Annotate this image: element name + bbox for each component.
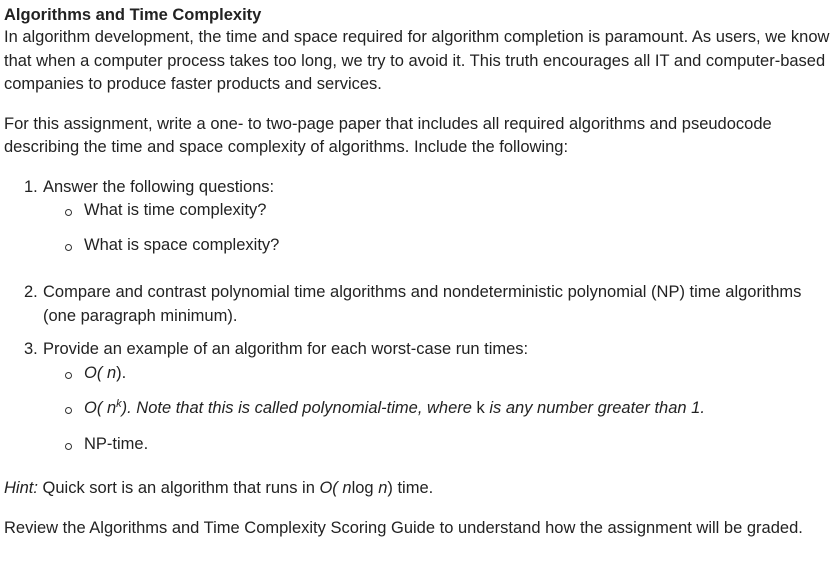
page-title: Algorithms and Time Complexity xyxy=(4,6,262,24)
variable-n: n xyxy=(342,479,352,497)
question-text: What is time complexity? xyxy=(84,201,267,219)
task-number: 1. xyxy=(24,177,38,196)
assignment-paragraph: For this assignment, write a one- to two-page paper that includes all required algorithms and pseudocode describing the time and space complexity of algorithms. Include the following: xyxy=(4,114,772,156)
polynomial-note: ). Note that this is called polynomial-time, where xyxy=(121,399,477,417)
np-time-text: NP-time. xyxy=(84,434,149,453)
task-text: Compare and contrast polynomial time algorithms and nondeterministic polynomial (NP) time algorithms (one paragraph minimum). xyxy=(43,283,802,325)
task-number: 2. xyxy=(24,283,38,301)
intro-paragraph: In algorithm development, the time and space required for algorithm completion is paramount. As users, we know that when a computer process takes too long, we try to avoid it. This truth encourages all IT and computer-based companies to produce faster products and services. xyxy=(4,28,830,93)
runtime-close: ). xyxy=(116,363,127,382)
runtime-item xyxy=(43,397,832,421)
big-o-symbol: O( xyxy=(84,399,103,417)
exponent-k: k xyxy=(116,398,122,410)
question-item xyxy=(43,199,832,223)
runtime-item xyxy=(43,362,832,386)
question-text: What is space complexity? xyxy=(84,235,280,254)
variable-n: n xyxy=(106,363,117,382)
task-text: Provide an example of an algorithm for each worst-case run times: xyxy=(43,340,529,358)
hint-text: Quick sort is an algorithm that runs in xyxy=(37,479,320,497)
hint-paragraph xyxy=(4,477,832,501)
question-list xyxy=(43,199,832,257)
task-item-1 xyxy=(4,176,832,258)
big-o-symbol: O( xyxy=(84,363,103,382)
hint-end: ) time. xyxy=(387,479,434,497)
variable-n: n xyxy=(378,479,388,497)
task-list xyxy=(4,176,832,457)
log-text: log xyxy=(351,479,379,497)
assignment-document xyxy=(4,4,832,540)
circle-bullet-icon xyxy=(65,443,72,450)
hint-label: Hint: xyxy=(4,479,38,497)
circle-bullet-icon xyxy=(65,407,72,414)
variable-k: k xyxy=(476,399,485,417)
question-item xyxy=(43,234,832,258)
task-item-2 xyxy=(4,281,832,328)
circle-bullet-icon xyxy=(65,209,72,216)
variable-n: n xyxy=(106,399,117,417)
task-text: Answer the following questions: xyxy=(43,177,275,196)
task-number: 3. xyxy=(24,340,38,358)
runtime-list xyxy=(43,362,832,457)
big-o-symbol: O( xyxy=(319,479,338,497)
polynomial-note-end: is any number greater than 1. xyxy=(484,399,705,417)
circle-bullet-icon xyxy=(65,244,72,251)
task-item-3 xyxy=(4,338,832,456)
circle-bullet-icon xyxy=(65,372,72,379)
review-paragraph: Review the Algorithms and Time Complexity Scoring Guide to understand how the assignment will be graded. xyxy=(4,518,803,537)
runtime-item xyxy=(43,433,832,457)
